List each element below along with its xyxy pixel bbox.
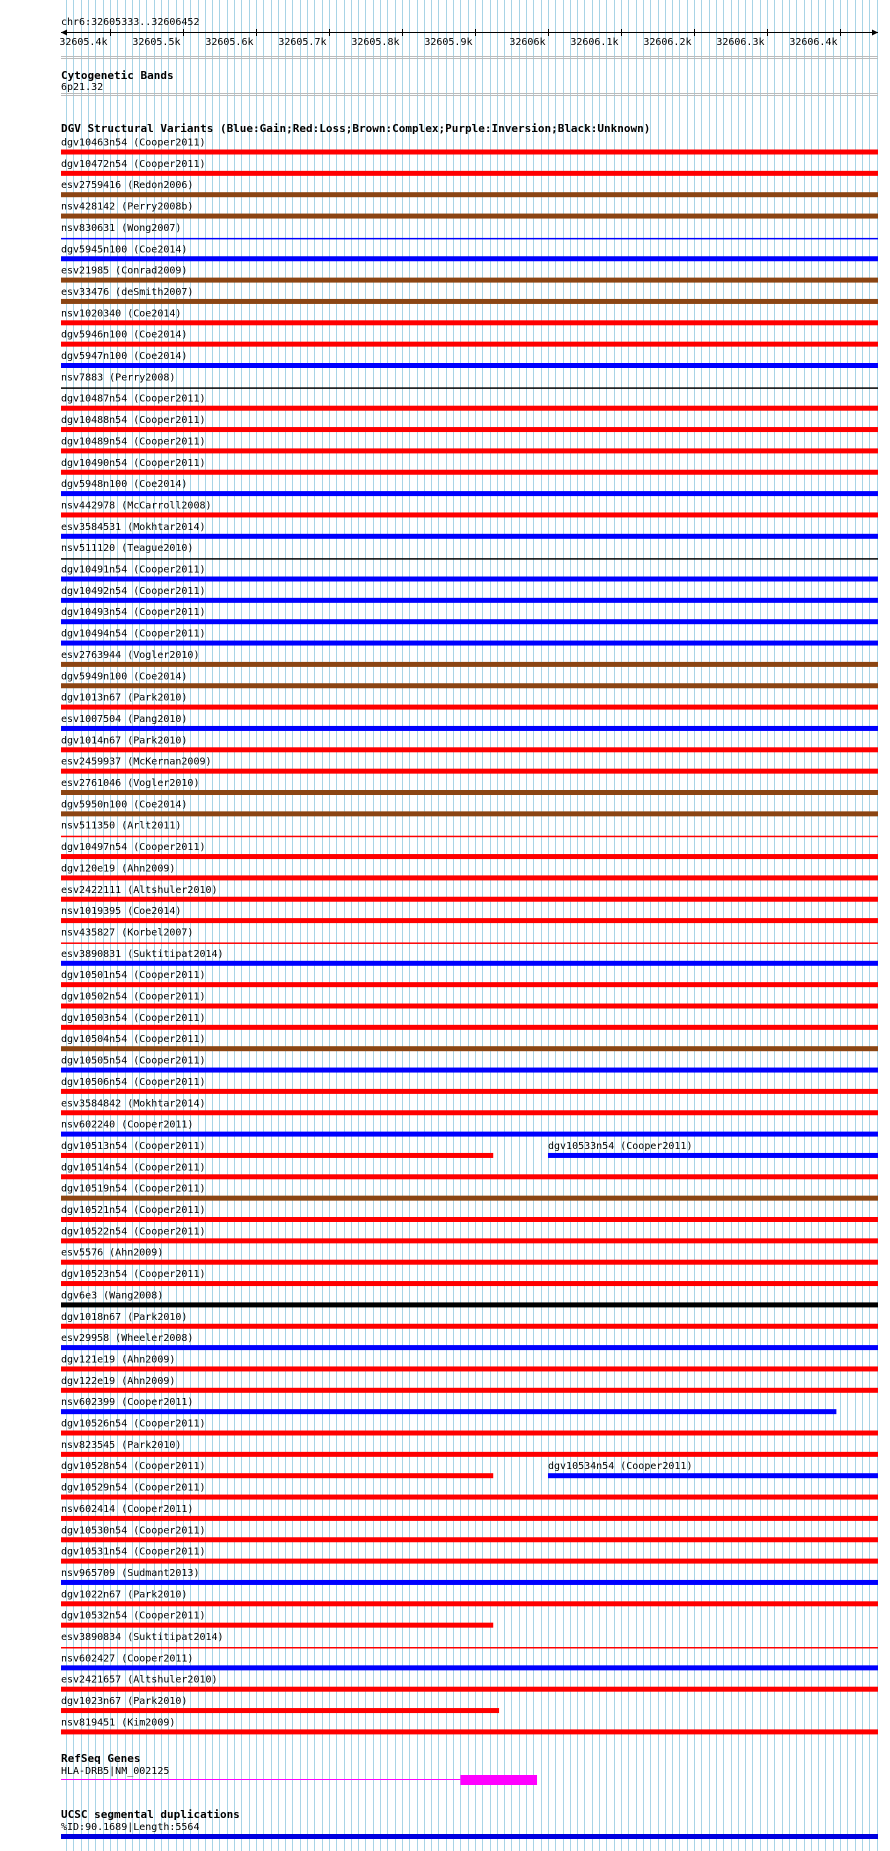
variant-bar[interactable] [61, 238, 878, 240]
variant-bar[interactable] [61, 854, 878, 859]
variant-bar[interactable] [61, 1687, 878, 1692]
ruler-tick-label: 32605.9k [424, 37, 473, 48]
variant-label[interactable]: esv21985 (Conrad2009) [61, 265, 188, 277]
variant-bar[interactable] [61, 1452, 878, 1457]
variant-bar[interactable] [61, 1516, 878, 1521]
variant-bar[interactable] [61, 1559, 878, 1564]
variant-bar[interactable] [61, 1345, 878, 1350]
variant-label[interactable]: dgv10519n54 (Cooper2011) [61, 1183, 206, 1195]
variant-bar[interactable] [61, 1217, 878, 1222]
variant-label[interactable]: nsv602240 (Cooper2011) [61, 1119, 194, 1131]
variant-label[interactable]: dgv10497n54 (Cooper2011) [61, 842, 206, 854]
variant-bar[interactable] [548, 1153, 878, 1158]
variant-bar[interactable] [61, 1153, 493, 1158]
variant-label[interactable]: dgv10530n54 (Cooper2011) [61, 1525, 206, 1537]
variant-label[interactable]: dgv10494n54 (Cooper2011) [61, 628, 206, 640]
variant-label[interactable]: dgv10502n54 (Cooper2011) [61, 991, 206, 1003]
refseq-genes-title[interactable]: RefSeq Genes [61, 1752, 141, 1765]
variant-bar[interactable] [61, 363, 878, 368]
variant-bar[interactable] [61, 836, 878, 838]
variant-label[interactable]: dgv10521n54 (Cooper2011) [61, 1205, 206, 1216]
variant-label[interactable]: dgv10523n54 (Cooper2011) [61, 1269, 206, 1281]
variant-label[interactable]: dgv10503n54 (Cooper2011) [61, 1012, 206, 1024]
variant-bar[interactable] [61, 448, 878, 453]
variant-label[interactable]: dgv10522n54 (Cooper2011) [61, 1226, 206, 1238]
variant-label[interactable]: esv2761046 (Vogler2010) [61, 778, 200, 789]
variant-bar[interactable] [61, 1708, 499, 1713]
variant-bar[interactable] [61, 1495, 878, 1500]
variant-bar[interactable] [61, 320, 878, 325]
variant-bar[interactable] [61, 1580, 878, 1585]
variant-label[interactable]: nsv7883 (Perry2008) [61, 372, 176, 384]
variant-label[interactable]: nsv602414 (Cooper2011) [61, 1503, 194, 1515]
variant-bar[interactable] [61, 342, 878, 347]
variant-label[interactable]: nsv823545 (Park2010) [61, 1439, 182, 1451]
variant-bar[interactable] [61, 512, 878, 517]
variant-bar[interactable] [61, 1473, 493, 1478]
variant-bar[interactable] [61, 171, 878, 176]
variant-bar[interactable] [61, 558, 878, 560]
ruler-tick-label: 32605.4k [59, 37, 108, 48]
variant-bar[interactable] [61, 1196, 878, 1201]
variant-bar[interactable] [61, 1110, 878, 1115]
variant-bar[interactable] [61, 942, 878, 944]
variant-bar[interactable] [61, 1238, 878, 1243]
variant-bar[interactable] [61, 1601, 878, 1606]
variant-bar[interactable] [61, 470, 878, 475]
variant-bar[interactable] [61, 1388, 878, 1393]
variant-bar[interactable] [61, 491, 878, 496]
variant-label[interactable]: nsv602427 (Cooper2011) [61, 1653, 194, 1665]
ruler-tick-label: 32605.7k [278, 37, 327, 48]
variant-label[interactable]: esv3584531 (Mokhtar2014) [61, 521, 206, 533]
variant-bar[interactable] [61, 1623, 493, 1628]
cytoband-label[interactable]: 6p21.32 [61, 82, 104, 93]
variant-label[interactable]: dgv10501n54 (Cooper2011) [61, 970, 206, 982]
variant-label[interactable]: dgv10534n54 (Cooper2011) [547, 1461, 693, 1473]
variant-label[interactable]: nsv428142 (Perry2008b) [61, 201, 194, 213]
variant-bar[interactable] [61, 192, 878, 197]
variant-label[interactable]: dgv10472n54 (Cooper2011) [61, 158, 206, 170]
gene-exon[interactable] [460, 1775, 537, 1785]
variant-label[interactable]: dgv1018n67 (Park2010) [61, 1311, 188, 1323]
variant-label[interactable]: nsv819451 (Kim2009) [61, 1717, 176, 1729]
ruler-tick-label: 32606.2k [643, 37, 692, 48]
variant-label[interactable]: esv29958 (Wheeler2008) [61, 1333, 194, 1345]
ruler-tick-label: 32606.3k [716, 37, 765, 48]
segdup-bar[interactable] [61, 1834, 878, 1839]
variant-bar[interactable] [61, 427, 878, 432]
variant-bar[interactable] [61, 278, 878, 283]
variant-label[interactable]: dgv10504n54 (Cooper2011) [61, 1034, 206, 1046]
variant-bar[interactable] [61, 150, 878, 155]
variant-label[interactable]: esv2759416 (Redon2006) [61, 180, 194, 192]
variant-label[interactable]: dgv10493n54 (Cooper2011) [61, 607, 206, 619]
variant-label[interactable]: dgv1023n67 (Park2010) [61, 1696, 188, 1708]
variant-label[interactable]: dgv5948n100 (Coe2014) [61, 479, 188, 491]
variant-bar[interactable] [61, 705, 878, 710]
variant-bar[interactable] [61, 726, 878, 731]
variant-bar[interactable] [61, 961, 878, 966]
variant-label[interactable]: dgv6e3 (Wang2008) [61, 1290, 164, 1302]
variant-label[interactable]: esv3890831 (Suktitipat2014) [61, 948, 224, 960]
variant-label[interactable]: esv2422111 (Altshuler2010) [61, 884, 218, 896]
variant-bar[interactable] [61, 1089, 878, 1094]
variant-label[interactable]: dgv1014n67 (Park2010) [61, 735, 188, 747]
ruler-tick-label: 32605.8k [351, 37, 400, 48]
variant-label[interactable]: dgv10514n54 (Cooper2011) [61, 1162, 206, 1174]
variant-label[interactable]: esv33476 (deSmith2007) [61, 286, 194, 298]
variant-bar[interactable] [61, 1132, 878, 1137]
variant-label[interactable]: nsv965709 (Sudmant2013) [61, 1567, 200, 1579]
variant-bar[interactable] [61, 1174, 878, 1179]
variant-bar[interactable] [61, 662, 878, 667]
variant-bar[interactable] [61, 1302, 878, 1307]
variant-label[interactable]: esv5576 (Ahn2009) [61, 1247, 164, 1259]
variant-label[interactable]: dgv5950n100 (Coe2014) [61, 799, 188, 811]
variant-bar[interactable] [61, 387, 878, 389]
variant-bar[interactable] [61, 577, 878, 582]
variant-label[interactable]: dgv120e19 (Ahn2009) [61, 863, 176, 875]
ruler-arrow-left-icon [61, 30, 67, 36]
variant-bar[interactable] [61, 534, 878, 539]
variant-bar[interactable] [61, 1647, 878, 1649]
variant-label[interactable]: nsv442978 (McCarroll2008) [61, 500, 212, 512]
variant-label[interactable]: esv2459937 (McKernan2009) [61, 756, 212, 768]
variant-bar[interactable] [61, 641, 878, 646]
variant-label[interactable]: dgv122e19 (Ahn2009) [61, 1375, 176, 1387]
variant-bar[interactable] [61, 1665, 878, 1670]
variant-label[interactable]: nsv830631 (Wong2007) [61, 222, 182, 234]
variant-label[interactable]: dgv10487n54 (Cooper2011) [61, 393, 206, 405]
variant-label[interactable]: dgv10513n54 (Cooper2011) [61, 1140, 206, 1152]
variant-label[interactable]: dgv10526n54 (Cooper2011) [61, 1418, 206, 1430]
variant-bar[interactable] [61, 790, 878, 795]
variant-bar[interactable] [61, 214, 878, 219]
variant-bar[interactable] [61, 918, 878, 923]
variant-label[interactable]: dgv5946n100 (Coe2014) [61, 329, 188, 341]
cytogenetic-bands-title[interactable]: Cytogenetic Bands [61, 69, 174, 82]
variant-bar[interactable] [61, 982, 878, 987]
variant-bar[interactable] [61, 683, 878, 688]
position-label: chr6:32605333..32606452 [61, 17, 200, 28]
variant-bar[interactable] [61, 1260, 878, 1265]
ruler-tick-label: 32606.4k [789, 37, 838, 48]
variant-label[interactable]: dgv10491n54 (Cooper2011) [61, 564, 206, 576]
ruler-tick-label: 32606.1k [570, 37, 619, 48]
variant-bar[interactable] [61, 1046, 878, 1051]
variant-label[interactable]: dgv10488n54 (Cooper2011) [61, 415, 206, 427]
ruler-tick-label: 32605.6k [205, 37, 254, 48]
variant-label[interactable]: esv1007504 (Pang2010) [61, 713, 188, 725]
variant-label[interactable]: dgv5945n100 (Coe2014) [61, 244, 188, 256]
ruler-tick-label: 32605.5k [132, 37, 181, 48]
variant-bar[interactable] [548, 1473, 878, 1478]
gene-label[interactable]: HLA-DRB5|NM_002125 [61, 1766, 170, 1777]
segmental-duplications-title[interactable]: UCSC segmental duplications [61, 1808, 240, 1821]
variant-bar[interactable] [61, 256, 878, 261]
variant-bar[interactable] [61, 1281, 878, 1286]
variant-label[interactable]: dgv10506n54 (Cooper2011) [61, 1076, 206, 1088]
variant-label[interactable]: esv3890834 (Suktitipat2014) [61, 1632, 224, 1643]
variant-label[interactable]: dgv10529n54 (Cooper2011) [61, 1482, 206, 1494]
variant-label[interactable]: esv3584842 (Mokhtar2014) [61, 1098, 206, 1110]
ruler-tick-label: 32606k [509, 37, 546, 48]
variant-bar[interactable] [61, 1068, 878, 1073]
variant-bar[interactable] [61, 897, 878, 902]
segdup-label[interactable]: %ID:90.1689|Length:5564 [61, 1822, 200, 1833]
variant-label[interactable]: dgv10533n54 (Cooper2011) [547, 1140, 693, 1152]
variant-bar[interactable] [61, 811, 878, 816]
variant-label[interactable]: nsv511350 (Arlt2011) [61, 820, 182, 832]
variant-label[interactable]: dgv5949n100 (Coe2014) [61, 671, 188, 683]
variant-label[interactable]: dgv10528n54 (Cooper2011) [61, 1461, 206, 1473]
variant-label[interactable]: dgv1013n67 (Park2010) [61, 692, 188, 704]
variant-label[interactable]: dgv10489n54 (Cooper2011) [61, 436, 206, 448]
variant-bar[interactable] [61, 1729, 878, 1734]
variant-bar[interactable] [61, 1409, 836, 1414]
variant-bar[interactable] [61, 769, 878, 774]
variant-label[interactable]: dgv10532n54 (Cooper2011) [61, 1610, 206, 1622]
dgv-track-title[interactable]: DGV Structural Variants (Blue:Gain;Red:Loss;Brown:Complex;Purple:Inversion;Black:Unknown) [61, 122, 651, 135]
variant-label[interactable]: nsv1019395 (Coe2014) [61, 906, 182, 918]
variant-label[interactable]: dgv1022n67 (Park2010) [61, 1589, 188, 1601]
variant-label[interactable]: esv2421657 (Altshuler2010) [61, 1674, 218, 1686]
variant-bar[interactable] [61, 1537, 878, 1542]
variant-label[interactable]: dgv5947n100 (Coe2014) [61, 351, 188, 362]
variant-bar[interactable] [61, 747, 878, 752]
variant-bar[interactable] [61, 1366, 878, 1371]
variant-label[interactable]: esv2763944 (Vogler2010) [61, 649, 200, 661]
variant-bar[interactable] [61, 598, 878, 603]
variant-label[interactable]: dgv10531n54 (Cooper2011) [61, 1546, 206, 1558]
variant-bar[interactable] [61, 1004, 878, 1009]
variant-label[interactable]: dgv10490n54 (Cooper2011) [61, 457, 206, 469]
variant-label[interactable]: dgv10492n54 (Cooper2011) [61, 585, 206, 597]
variant-bar[interactable] [61, 406, 878, 411]
variant-label[interactable]: nsv602399 (Cooper2011) [61, 1397, 194, 1409]
variant-label[interactable]: dgv121e19 (Ahn2009) [61, 1354, 176, 1366]
variant-bar[interactable] [61, 299, 878, 304]
variant-label[interactable]: dgv10463n54 (Cooper2011) [61, 137, 206, 149]
variant-label[interactable]: nsv435827 (Korbel2007) [61, 927, 194, 939]
variant-bar[interactable] [61, 1431, 878, 1436]
variant-bar[interactable] [61, 1324, 878, 1329]
variant-bar[interactable] [61, 1025, 878, 1030]
variant-label[interactable]: nsv1020340 (Coe2014) [61, 308, 182, 320]
variant-label[interactable]: dgv10505n54 (Cooper2011) [61, 1055, 206, 1067]
variant-bar[interactable] [61, 875, 878, 880]
variant-label[interactable]: nsv511120 (Teague2010) [61, 543, 194, 555]
variant-bar[interactable] [61, 619, 878, 624]
